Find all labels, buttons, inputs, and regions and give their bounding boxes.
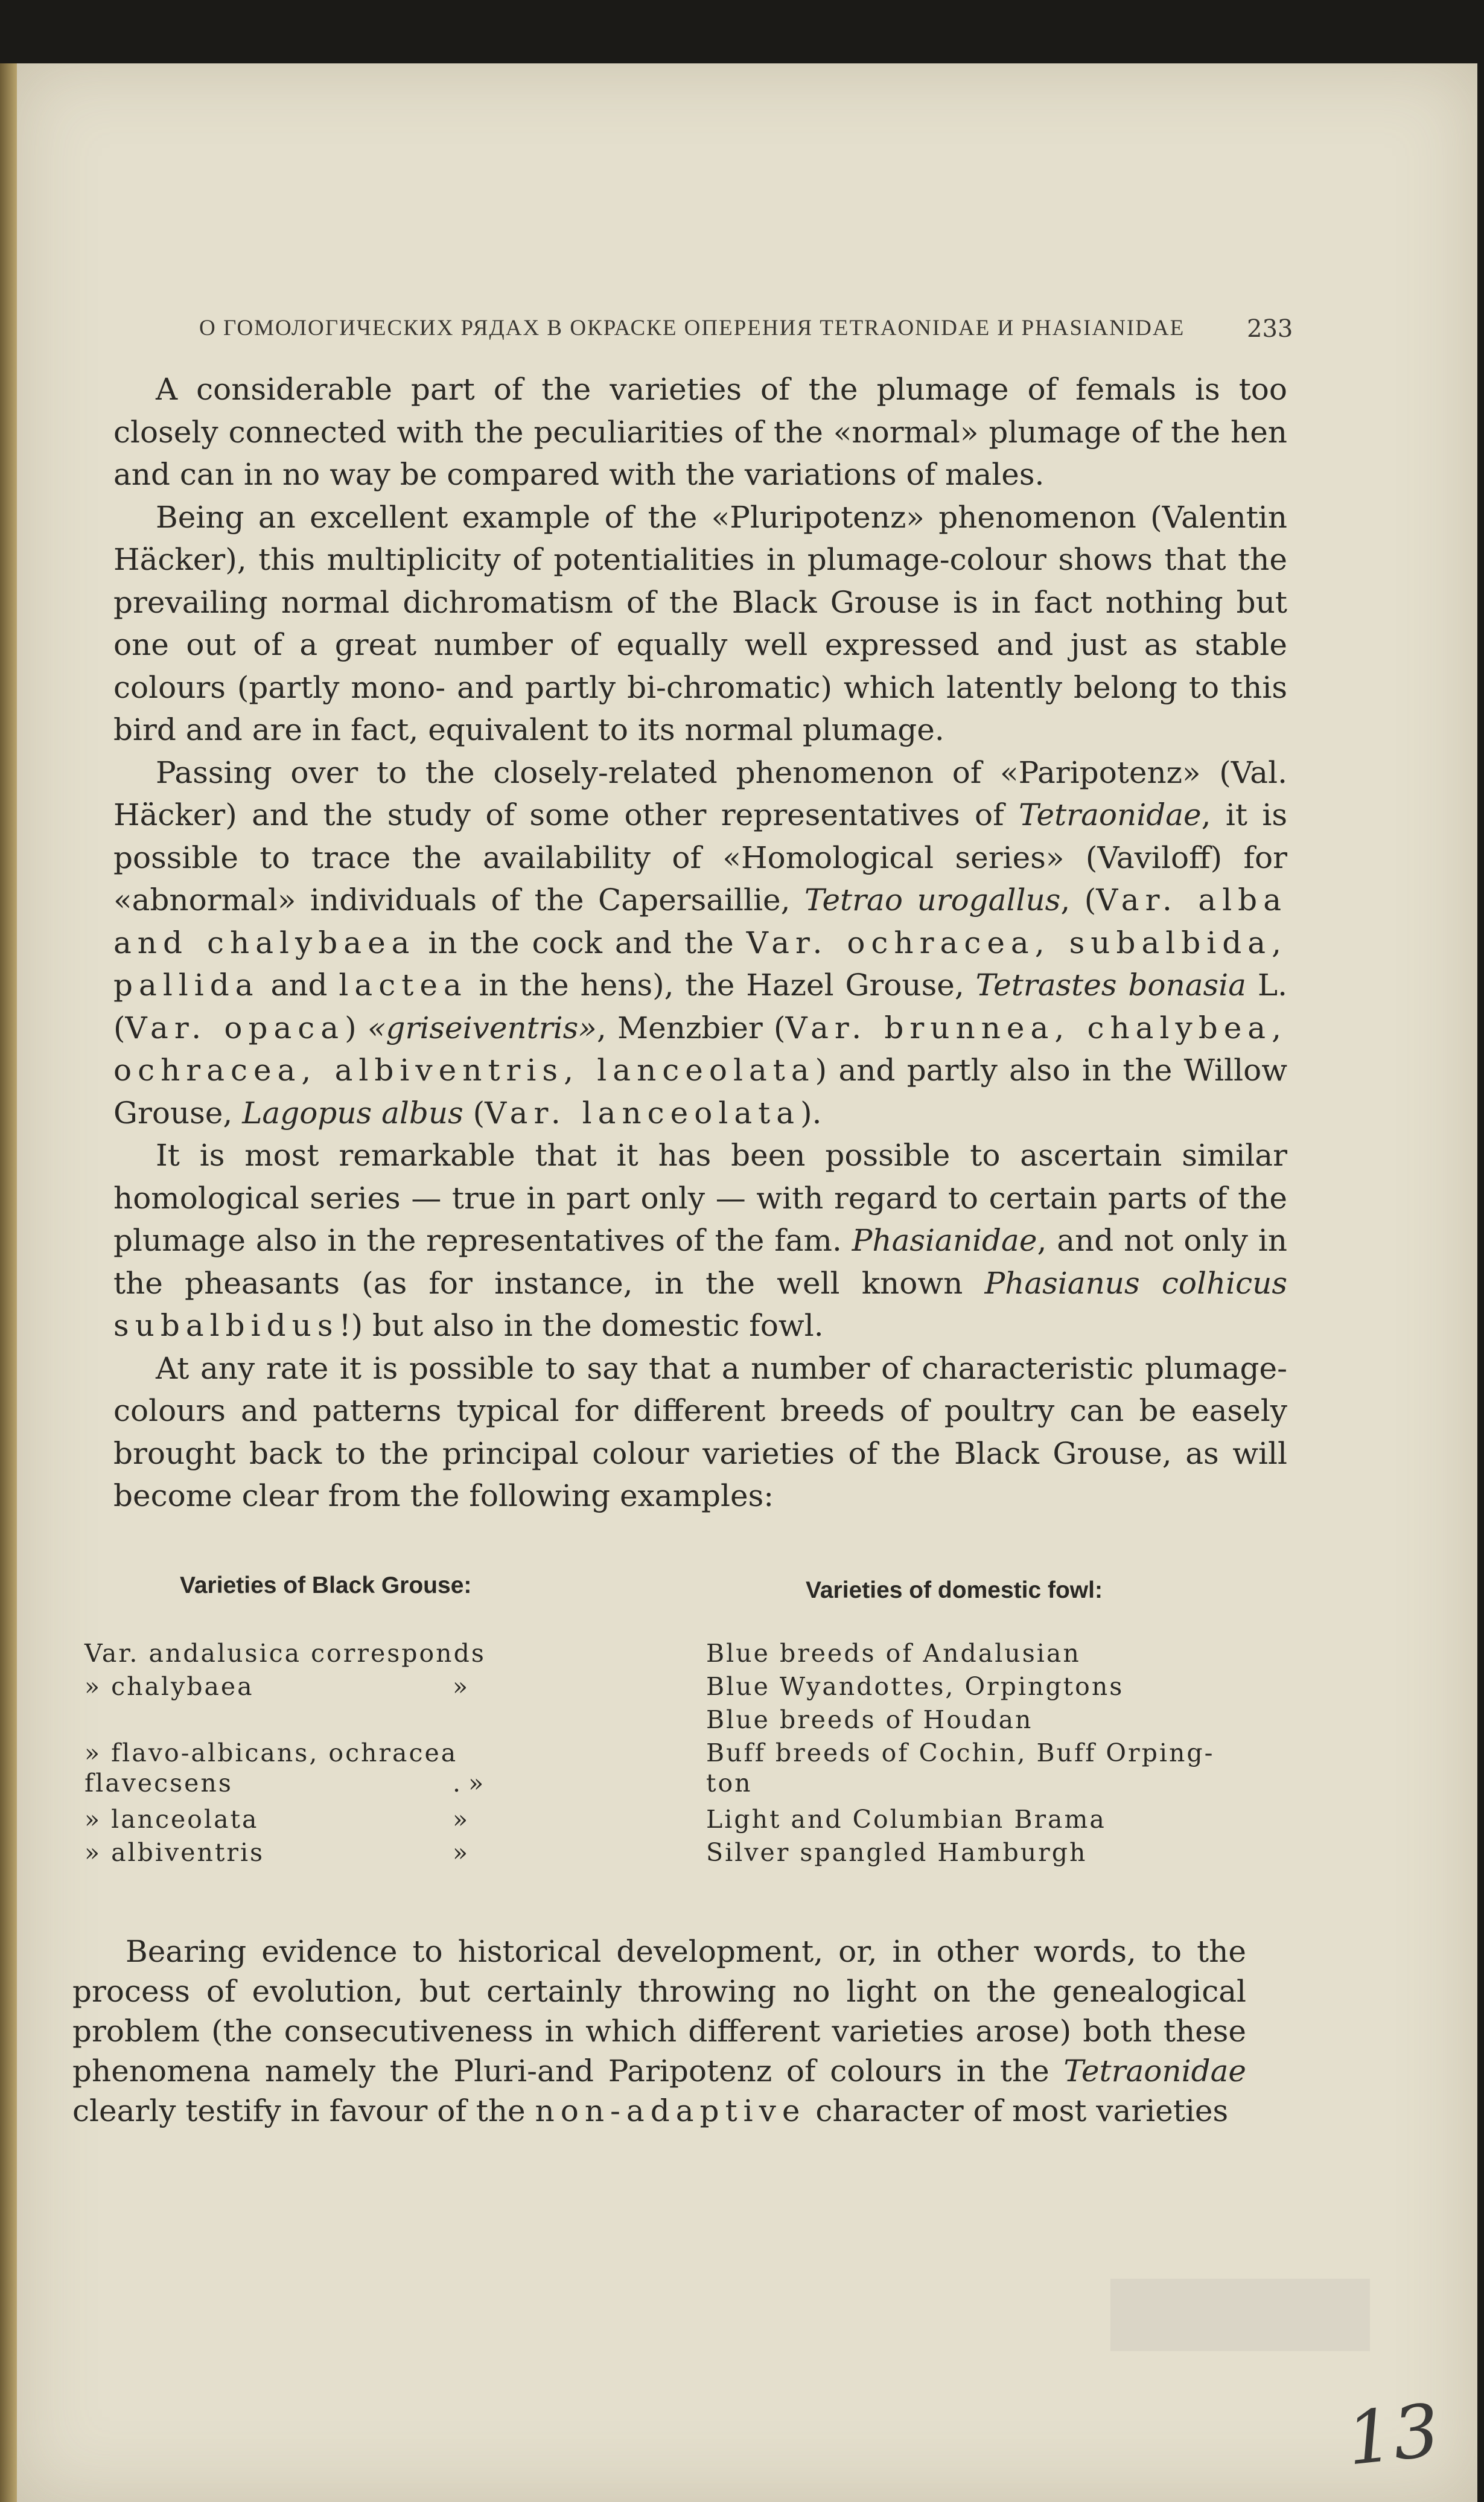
text-run: in the hens), the Hazel Grouse, xyxy=(467,968,976,1003)
table-row xyxy=(84,1639,1267,1673)
grouse-variety: flavecsens xyxy=(84,1769,233,1798)
paragraph-3 xyxy=(113,752,1287,1135)
table-header-domestic-fowl: Varieties of domestic fowl: xyxy=(806,1577,1103,1603)
taxon-name: «griseiventris» xyxy=(367,1010,597,1045)
faded-library-stamp xyxy=(1110,2279,1370,2351)
table-row xyxy=(84,1705,1267,1739)
variety-name: Var. lanceolata xyxy=(485,1095,801,1131)
paragraph-2: Being an excellent example of the «Pluripotenz» phenomenon (Valentin Häcker), this multiplicity of potentialities in plumage-colour shows that the prevailing normal dichromatism of the Black Grouse is in fact nothing but one out of a great number of equally well expressed and just as stable colours (partly mono- and partly bi-chromatic) which latently belong to this bird and are in fact, equivalent to its normal plumage. xyxy=(113,499,1287,747)
text-run: !) but also in the domestic fowl. xyxy=(339,1308,824,1343)
text-run: in the cock and the xyxy=(415,925,747,960)
paragraph-4 xyxy=(113,1134,1287,1347)
text-run: and xyxy=(259,968,339,1003)
book-spine-edge xyxy=(0,63,17,2502)
table-row xyxy=(84,1805,1267,1839)
ditto-mark: » xyxy=(453,1672,468,1701)
fowl-variety: Buff breeds of Cochin, Buff Orping- xyxy=(706,1738,1215,1767)
variety-name: Var. opaca xyxy=(125,1010,345,1045)
table-row xyxy=(84,1738,1267,1772)
variety-name: lactea xyxy=(339,968,468,1003)
ditto-mark: » xyxy=(453,1838,468,1867)
handwritten-page-mark: 13 xyxy=(1343,2389,1444,2482)
running-head: О ГОМОЛОГИЧЕСКИХ РЯДАХ В ОКРАСКЕ ОПЕРЕНИЯ TETRAONIDAE И PHASIANIDAE xyxy=(199,316,1185,340)
body-text xyxy=(113,368,1287,1517)
taxon-name: Tetrao urogallus xyxy=(804,882,1061,918)
variety-name: Var. alba and chalybaea xyxy=(113,882,1287,960)
paragraph-6 xyxy=(72,1932,1246,2131)
taxon-name: Phasianidae xyxy=(852,1223,1037,1258)
text-run: It is most remarkable that it has been possible to ascertain similar homological series — true in part only — with regard to certain parts of the plumage also in the representatives of the fam. xyxy=(113,1138,1287,1258)
taxon-name: Lagopus albus xyxy=(242,1095,463,1131)
text-run: clearly testify in favour of the xyxy=(72,2093,535,2128)
fowl-variety: Blue breeds of Houdan xyxy=(706,1705,1033,1734)
fowl-variety: Blue breeds of Andalusian xyxy=(706,1639,1081,1668)
text-run: character of most varieties xyxy=(806,2093,1229,2128)
grouse-variety: » lanceolata xyxy=(84,1805,259,1834)
text-run: , it is possible to trace the availability of «Homological series» (Vaviloff) for «abnormal» individuals of the Capersaillie, xyxy=(113,797,1287,918)
taxon-name: Tetraonidae xyxy=(1063,2054,1246,2089)
grouse-variety: Var. andalusica corresponds xyxy=(84,1639,486,1668)
page-number: 233 xyxy=(1247,315,1293,343)
ditto-mark: » xyxy=(453,1805,468,1834)
table-row xyxy=(84,1838,1267,1872)
grouse-variety: » albiventris xyxy=(84,1838,265,1867)
taxon-name: Phasianus colhicus xyxy=(984,1265,1287,1301)
text-run: , Menzbier ( xyxy=(596,1010,786,1045)
fowl-variety: Light and Columbian Brama xyxy=(706,1805,1106,1834)
variety-name: Var. brunnea, chalybea, ochracea, albiventris, lanceolata xyxy=(113,1010,1287,1088)
paragraph-1: A considerable part of the varieties of the plumage of femals is too closely connected with the peculiarities of the «normal» plumage of the hen and can in no way be compared with the variations of males. xyxy=(113,372,1287,492)
paragraph-5: At any rate it is possible to say that a number of characteristic plumage-colours and patterns typical for different breeds of poultry can be easely brought back to the principal colour varieties of the Black Grouse, as will become clear from the following examples: xyxy=(113,1350,1287,1513)
text-run: , and not only in the pheasants (as for instance, in the well known xyxy=(113,1223,1287,1301)
variety-name: Var. ochracea, subalbida, pallida xyxy=(113,925,1287,1003)
fowl-variety: ton xyxy=(706,1769,753,1798)
text-run: Bearing evidence to historical development, or, in other words, to the process of evolution, but certainly throwing no light on the genealogical problem (the consecutiveness in which different varieties arose) both these phenomena namely the Pluri-and Paripotenz of colours in the xyxy=(72,1934,1246,2089)
text-run: , ( xyxy=(1060,882,1097,918)
ditto-mark: . » xyxy=(453,1769,484,1798)
variety-name: subalbidus xyxy=(113,1308,339,1343)
table-row xyxy=(84,1769,1267,1802)
taxon-name: Tetrastes bonasia xyxy=(975,968,1246,1003)
table-header-black-grouse: Varieties of Black Grouse: xyxy=(180,1572,472,1598)
text-run: Passing over to the closely-related phenomenon of «Paripotenz» (Val. Häcker) and the study of some other representatives of xyxy=(113,755,1287,832)
text-run: ) xyxy=(345,1010,368,1045)
text-run: ). xyxy=(800,1095,822,1131)
grouse-variety: » flavo-albicans, ochracea xyxy=(84,1738,458,1767)
taxon-name: Tetraonidae xyxy=(1019,797,1202,832)
fowl-variety: Silver spangled Hamburgh xyxy=(706,1838,1088,1867)
grouse-variety: » chalybaea xyxy=(84,1672,254,1701)
spaced-emphasis: non-adaptive xyxy=(535,2093,806,2128)
text-run: ) and partly also in the Willow Grouse, xyxy=(113,1053,1287,1131)
table-row xyxy=(84,1672,1267,1706)
closing-paragraph xyxy=(72,1932,1246,2131)
text-run: L. ( xyxy=(113,968,1287,1045)
fowl-variety: Blue Wyandottes, Orpingtons xyxy=(706,1672,1124,1701)
text-run: ( xyxy=(463,1095,485,1131)
